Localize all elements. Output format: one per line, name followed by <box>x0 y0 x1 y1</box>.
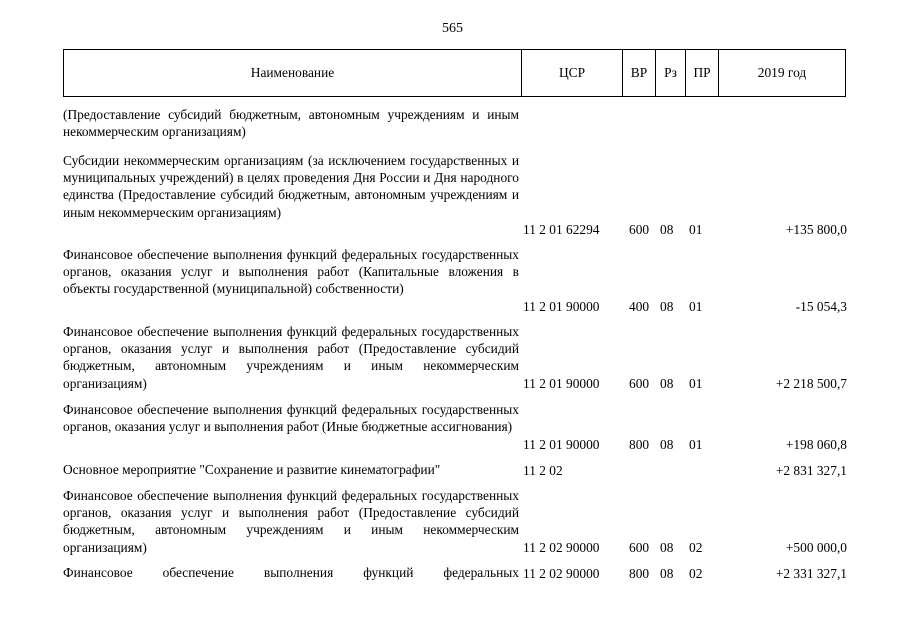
page-number: 565 <box>442 21 463 36</box>
row-csr: 11 2 01 90000 <box>523 298 600 314</box>
table-row <box>63 106 847 141</box>
row-rz: 08 <box>660 565 674 581</box>
row-name: Финансовое обеспечение выполнения функций федеральных <box>63 565 519 580</box>
header-name: Наименование <box>64 50 522 96</box>
row-csr: 11 2 02 90000 <box>523 565 600 581</box>
table-row <box>63 487 847 556</box>
row-vr: 600 <box>629 221 650 237</box>
row-amount: +2 218 500,7 <box>775 375 847 391</box>
table-row <box>63 246 847 315</box>
row-rz: 08 <box>660 298 674 314</box>
header-csr: ЦСР <box>522 50 623 96</box>
row-csr: 11 2 01 90000 <box>523 436 600 452</box>
row-csr: 11 2 01 90000 <box>523 375 600 391</box>
row-name: (Предоставление субсидий бюджетным, автономным учреждениям и иным некоммерческим организациям) <box>63 107 519 140</box>
header-year: 2019 год <box>757 65 807 80</box>
row-pr: 01 <box>689 436 703 452</box>
header-pr: ПР <box>686 50 719 96</box>
row-vr: 800 <box>629 436 650 452</box>
row-rz: 08 <box>660 221 674 237</box>
header-rz: Рз <box>656 50 686 96</box>
row-csr: 11 2 02 <box>523 462 563 478</box>
row-amount: +2 831 327,1 <box>775 462 847 478</box>
row-pr: 01 <box>689 298 703 314</box>
table-row <box>63 461 847 479</box>
table-row <box>63 323 847 392</box>
row-pr: 01 <box>689 375 703 391</box>
row-csr: 11 2 02 90000 <box>523 539 600 555</box>
row-name: Основное мероприятие "Сохранение и развитие кинематографии" <box>63 462 441 477</box>
row-pr: 02 <box>689 539 703 555</box>
row-vr: 600 <box>629 539 650 555</box>
row-pr: 02 <box>689 565 703 581</box>
table-header <box>63 49 846 97</box>
row-amount: +135 800,0 <box>785 221 847 237</box>
row-rz: 08 <box>660 539 674 555</box>
table-row <box>63 564 847 582</box>
row-vr: 600 <box>629 375 650 391</box>
row-vr: 400 <box>629 298 650 314</box>
row-vr: 800 <box>629 565 650 581</box>
row-csr: 11 2 01 62294 <box>523 221 600 237</box>
table-row <box>63 152 847 238</box>
row-amount: +198 060,8 <box>785 436 847 452</box>
row-name: Финансовое обеспечение выполнения функций федеральных государственных органов, оказания услуг и выполнения работ (Капитальные вложения в объекты государственной (муниципальной) собственности) <box>63 247 519 297</box>
header-vr: ВР <box>623 50 656 96</box>
row-name: Финансовое обеспечение выполнения функций федеральных государственных органов, оказания услуг и выполнения работ (Иные бюджетные ассигнования) <box>63 402 519 435</box>
row-rz: 08 <box>660 436 674 452</box>
row-amount: -15 054,3 <box>795 298 847 314</box>
row-amount: +2 331 327,1 <box>775 565 847 581</box>
row-name: Финансовое обеспечение выполнения функций федеральных государственных органов, оказания услуг и выполнения работ (Предоставление субсидий бюджетным, автономным учреждениям и иным некоммерческим организациям) <box>63 324 519 391</box>
row-pr: 01 <box>689 221 703 237</box>
table-row <box>63 401 847 453</box>
row-name: Субсидии некоммерческим организациям (за исключением государственных и муниципальных учреждений) в целях проведения Дня России и Дня народного единства (Предоставление субсидий бюджетным, автономным учреждениям и иным некоммерческим организациям) <box>63 153 519 220</box>
row-name: Финансовое обеспечение выполнения функций федеральных государственных органов, оказания услуг и выполнения работ (Предоставление субсидий бюджетным, автономным учреждениям и иным некоммерческим организациям) <box>63 488 519 555</box>
row-rz: 08 <box>660 375 674 391</box>
row-amount: +500 000,0 <box>785 539 847 555</box>
